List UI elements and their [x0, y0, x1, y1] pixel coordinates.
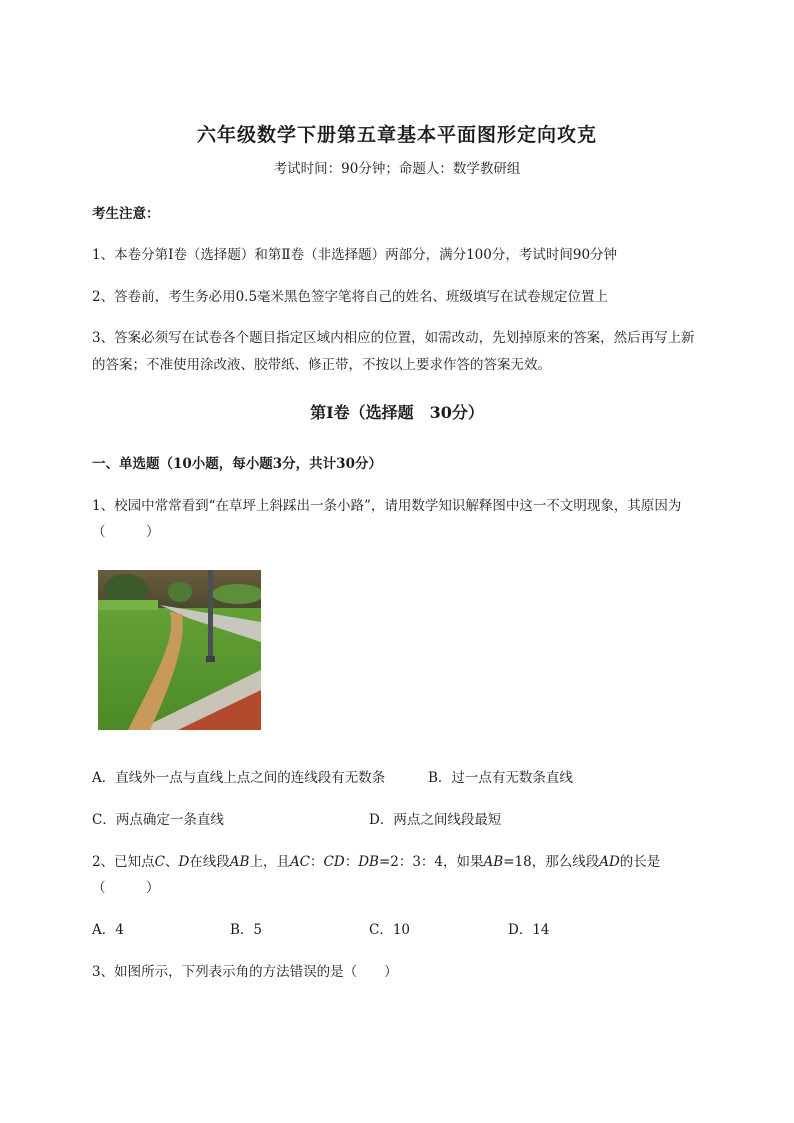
- q2-text-3: 上，且: [249, 854, 290, 870]
- question-2-option-d: D．14: [508, 922, 550, 938]
- notice-item-3-cont: 的答案；不准使用涂改液、胶带纸、修正带，不按以上要求作答的答案无效。: [92, 357, 551, 373]
- part-heading: 一、单选题（10小题，每小题3分，共计30分）: [92, 456, 382, 472]
- q2-point-d: D: [178, 854, 190, 870]
- q2-sep: 、: [164, 854, 179, 870]
- lawn-path-illustration: [98, 570, 261, 730]
- exam-info: 考试时间：90分钟；命题人：数学教研组: [273, 161, 521, 177]
- q2-segment-ab: AB: [229, 854, 250, 870]
- notice-item-1: 1、本卷分第I卷（选择题）和第Ⅱ卷（非选择题）两部分，满分100分，考试时间90分钟: [92, 247, 618, 263]
- question-2-option-b: B．5: [230, 922, 263, 938]
- page-title: 六年级数学下册第五章基本平面图形定向攻克: [196, 124, 597, 146]
- q2-segment-ad: AD: [599, 854, 620, 870]
- question-1-blank: （ ）: [92, 524, 160, 540]
- question-2-option-c: C．10: [369, 922, 411, 938]
- question-2-blank: （ ）: [92, 880, 160, 896]
- q2-text-1: 2、已知点: [92, 854, 155, 870]
- q2-segment-cd: CD: [323, 854, 345, 870]
- question-2-text: [92, 850, 660, 870]
- q2-colon-1: ：: [310, 854, 324, 870]
- lawn-path-photo: [98, 570, 261, 730]
- q2-text-4: =2：3：4，如果: [378, 854, 484, 870]
- question-1-text: 1、校园中常常看到“在草坪上斜踩出一条小路”，请用数学知识解释图中这一不文明现象，其原因为: [92, 498, 682, 514]
- q2-point-c: C: [154, 854, 165, 870]
- q2-text-5: =18，那么线段: [503, 854, 600, 870]
- notice-item-2: 2、答卷前，考生务必用0.5毫米黑色签字笔将自己的姓名、班级填写在试卷规定位置上: [92, 289, 609, 305]
- notice-item-3: 3、答案必须写在试卷各个题目指定区域内相应的位置，如需改动，先划掉原来的答案，然后再写上新: [92, 330, 695, 346]
- question-1-option-a: A．直线外一点与直线上点之间的连线段有无数条: [92, 770, 386, 786]
- section-title: 第I卷（选择题 30分）: [310, 403, 484, 422]
- question-2-option-a: A．4: [92, 922, 124, 938]
- q2-segment-ab-2: AB: [483, 854, 504, 870]
- q2-segment-db: DB: [358, 854, 379, 870]
- question-1-option-d: D．两点之间线段最短: [369, 812, 502, 828]
- question-1-option-b: B．过一点有无数条直线: [428, 770, 573, 786]
- q2-text-6: 的长是: [619, 854, 661, 870]
- q2-text-2: 在线段: [189, 854, 230, 870]
- notice-heading: 考生注意：: [92, 206, 160, 222]
- question-1-option-c: C．两点确定一条直线: [92, 812, 224, 828]
- q2-segment-ac: AC: [289, 854, 311, 870]
- q2-colon-2: ：: [344, 854, 359, 870]
- question-3-text: 3、如图所示，下列表示角的方法错误的是（ ）: [92, 964, 398, 980]
